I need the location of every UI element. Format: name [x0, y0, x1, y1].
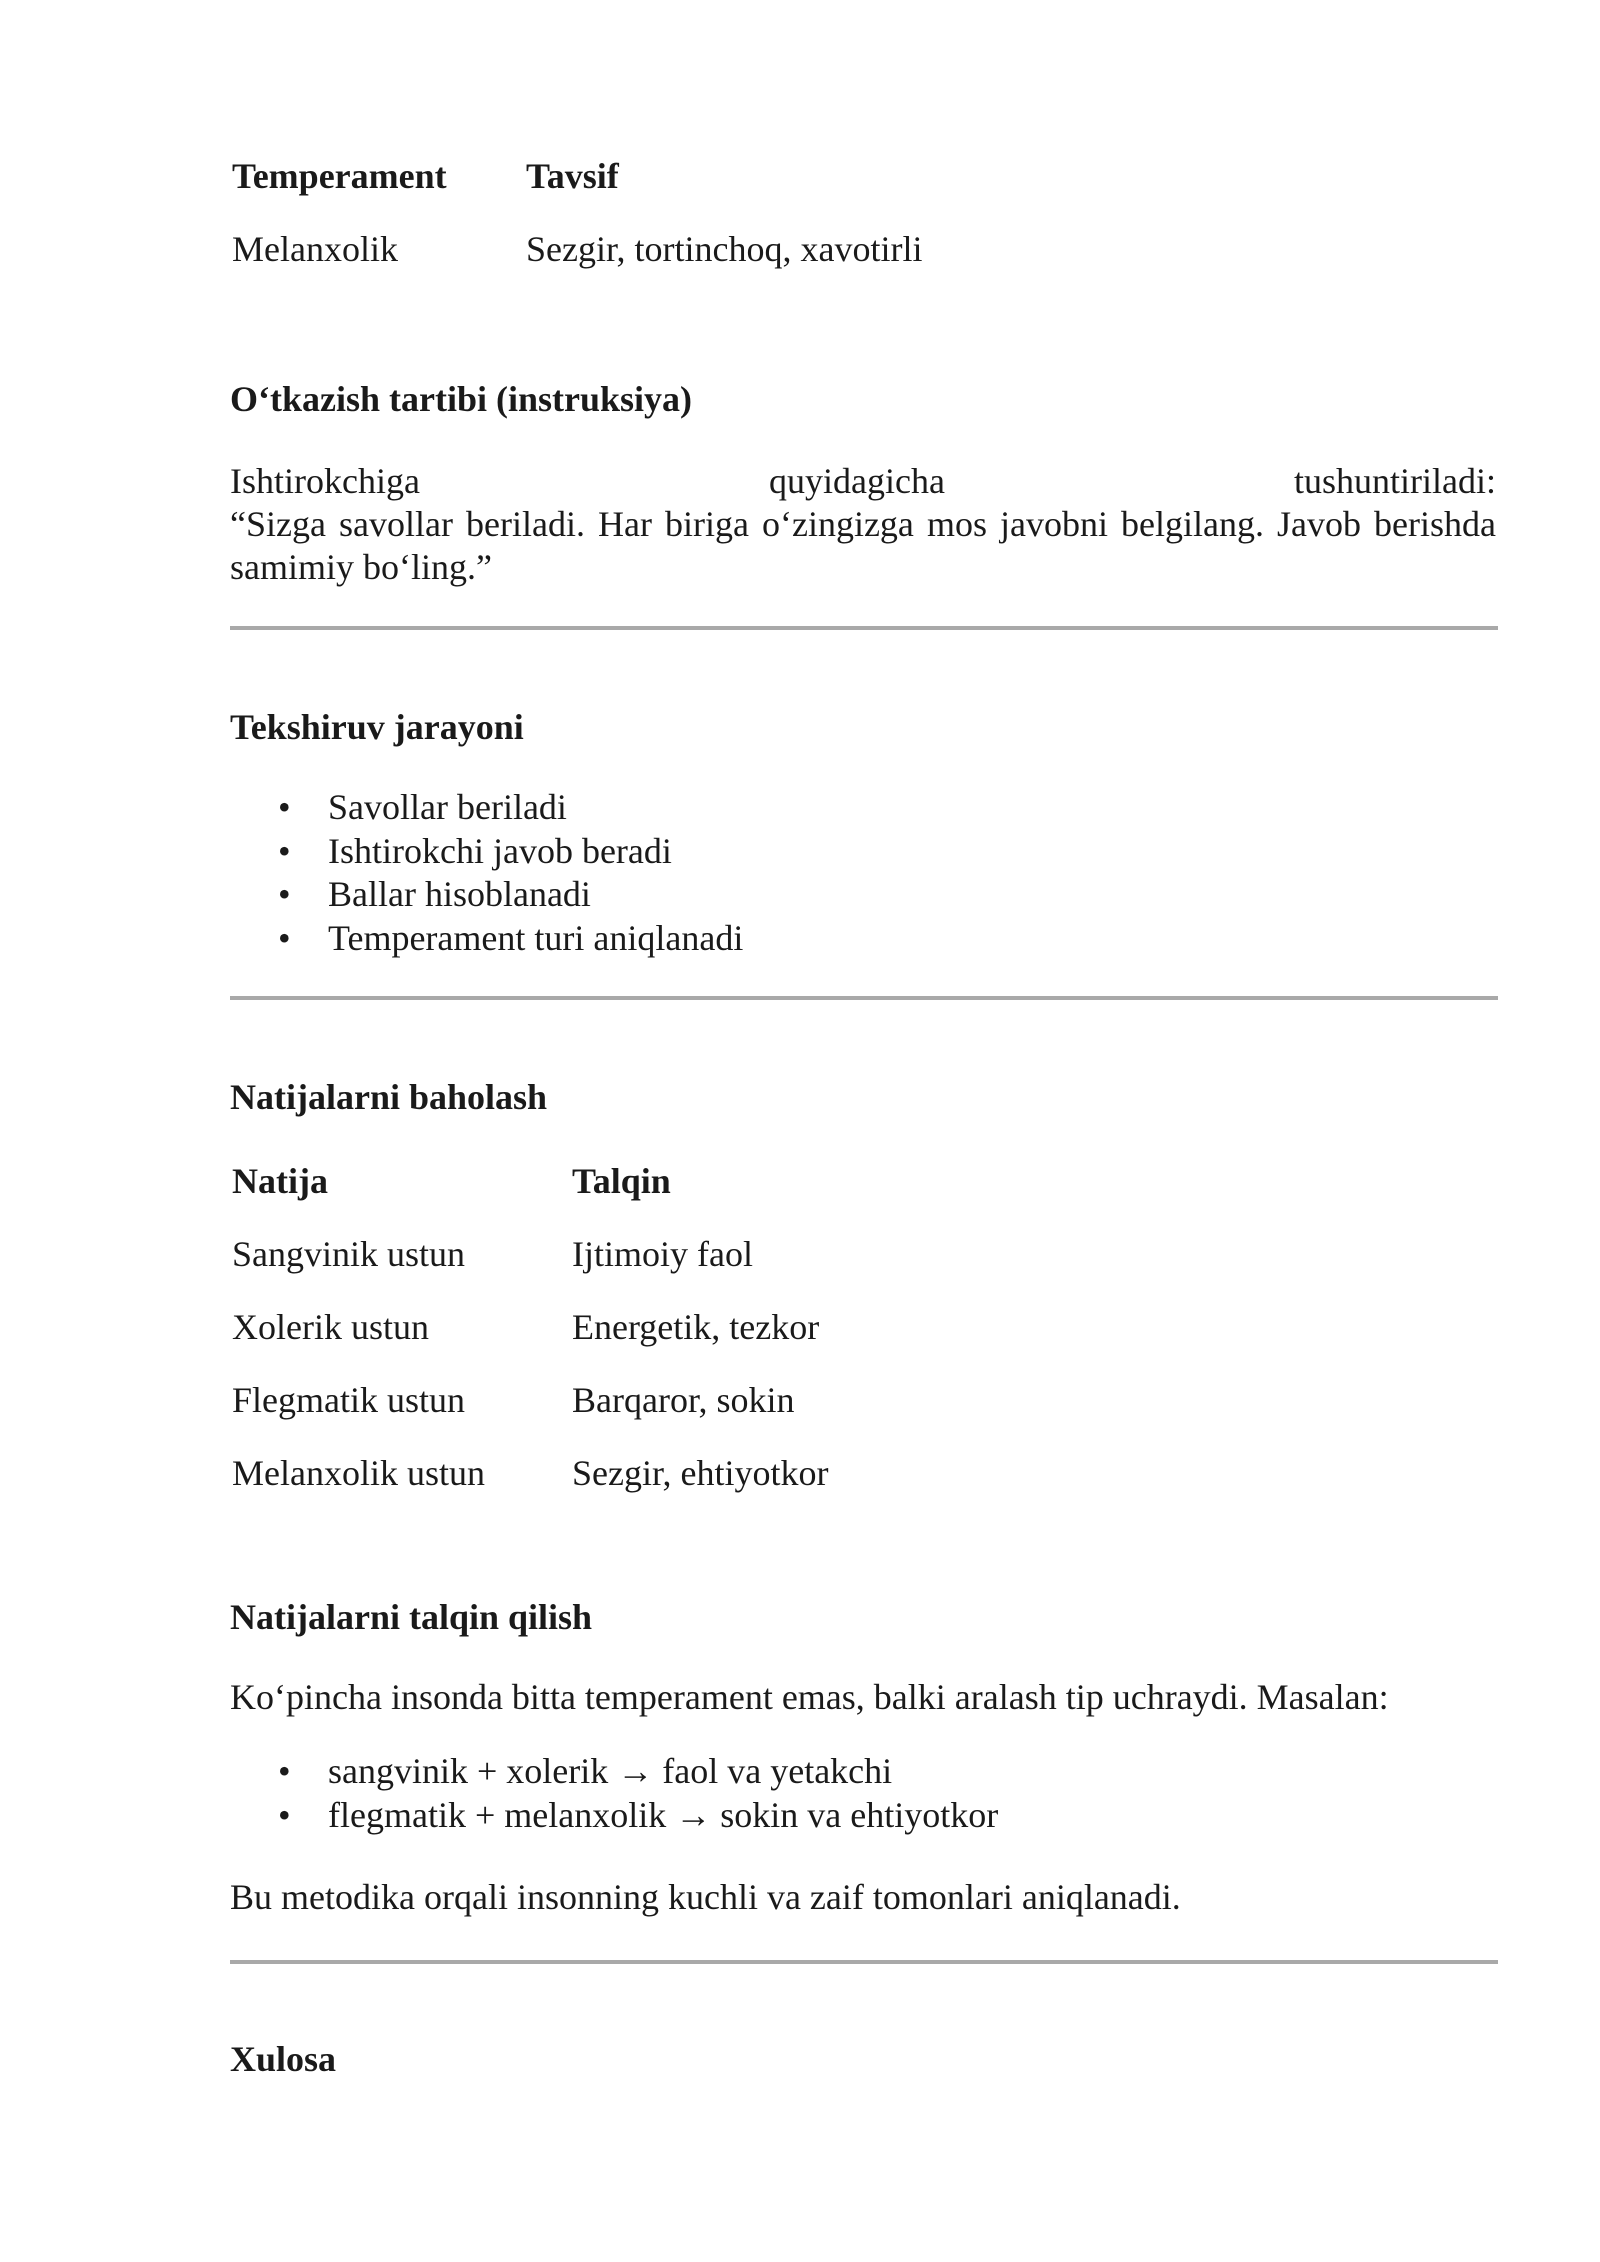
- interpretation-intro: Ko‘pincha insonda bitta temperament emas, balki aralash tip uchraydi. Masalan:: [230, 1677, 1389, 1717]
- table-header-row: [232, 155, 922, 228]
- section-heading-conclusion: Xulosa: [230, 2039, 337, 2079]
- table-cell: Energetik, tezkor: [572, 1307, 820, 1347]
- bullet-icon: •: [278, 874, 291, 914]
- list-item-text: sangvinik + xolerik → faol va yetakchi: [328, 1751, 893, 1791]
- list-item-text: Savollar beriladi: [328, 787, 567, 827]
- table-cell: Sezgir, tortinchoq, xavotirli: [526, 229, 923, 269]
- bullet-icon: •: [278, 830, 291, 871]
- list-item: [230, 1750, 998, 1794]
- table-header-cell: Natija: [232, 1161, 328, 1201]
- table-header-cell: Temperament: [232, 156, 447, 196]
- horizontal-rule: [230, 626, 1498, 630]
- table-row: [232, 228, 922, 301]
- temperament-table: [232, 155, 922, 301]
- section-heading-process: Tekshiruv jarayoni: [230, 707, 524, 747]
- interpretation-list: [230, 1750, 998, 1837]
- table-row: [232, 1379, 829, 1452]
- list-item-text: Ishtirokchi javob beradi: [328, 830, 672, 871]
- list-item: [230, 830, 743, 874]
- list-item-text: Temperament turi aniqlanadi: [328, 917, 744, 958]
- section-heading-evaluation: Natijalarni baholash: [230, 1077, 548, 1117]
- table-cell: Barqaror, sokin: [572, 1380, 795, 1420]
- instruction-word: Ishtirokchiga: [230, 461, 420, 501]
- section-heading-instruction: O‘tkazish tartibi (instruksiya): [230, 379, 693, 419]
- table-cell: Xolerik ustun: [232, 1307, 429, 1347]
- table-cell: Sezgir, ehtiyotkor: [572, 1453, 829, 1493]
- table-cell: Melanxolik: [232, 229, 398, 269]
- instruction-word: tushuntiriladi:: [1294, 461, 1496, 501]
- instruction-first-line: [230, 460, 1496, 503]
- list-item: [230, 917, 743, 961]
- table-header-cell: Tavsif: [526, 156, 619, 196]
- table-cell: Flegmatik ustun: [232, 1380, 465, 1420]
- horizontal-rule: [230, 996, 1498, 1000]
- list-item-text: Ballar hisoblanadi: [328, 874, 591, 914]
- bullet-icon: •: [278, 917, 291, 958]
- bullet-icon: •: [278, 1794, 291, 1835]
- horizontal-rule: [230, 1960, 1498, 1964]
- interpretation-outro: Bu metodika orqali insonning kuchli va zaif tomonlari aniqlanadi.: [230, 1877, 1181, 1917]
- table-header-cell: Talqin: [572, 1161, 671, 1201]
- list-item-text: flegmatik + melanxolik → sokin va ehtiyotkor: [328, 1794, 999, 1835]
- section-heading-interpretation: Natijalarni talqin qilish: [230, 1597, 593, 1637]
- list-item: [230, 873, 743, 917]
- process-list: [230, 786, 743, 960]
- instruction-quote: “Sizga savollar beriladi. Har biriga o‘zingizga mos javobni belgilang. Javob berishda samimiy bo‘ling.”: [230, 504, 1496, 587]
- table-row: [232, 1452, 829, 1525]
- table-cell: Ijtimoiy faol: [572, 1234, 753, 1274]
- list-item: [230, 786, 743, 830]
- bullet-icon: •: [278, 1751, 291, 1791]
- table-row: [232, 1306, 829, 1379]
- table-cell: Sangvinik ustun: [232, 1234, 466, 1274]
- bullet-icon: •: [278, 787, 291, 827]
- table-row: [232, 1233, 829, 1306]
- instruction-word: quyidagicha: [769, 461, 945, 501]
- table-header-row: [232, 1160, 829, 1233]
- instruction-paragraph: [230, 460, 1496, 589]
- evaluation-table: [232, 1160, 829, 1525]
- list-item: [230, 1794, 998, 1838]
- table-cell: Melanxolik ustun: [232, 1453, 485, 1493]
